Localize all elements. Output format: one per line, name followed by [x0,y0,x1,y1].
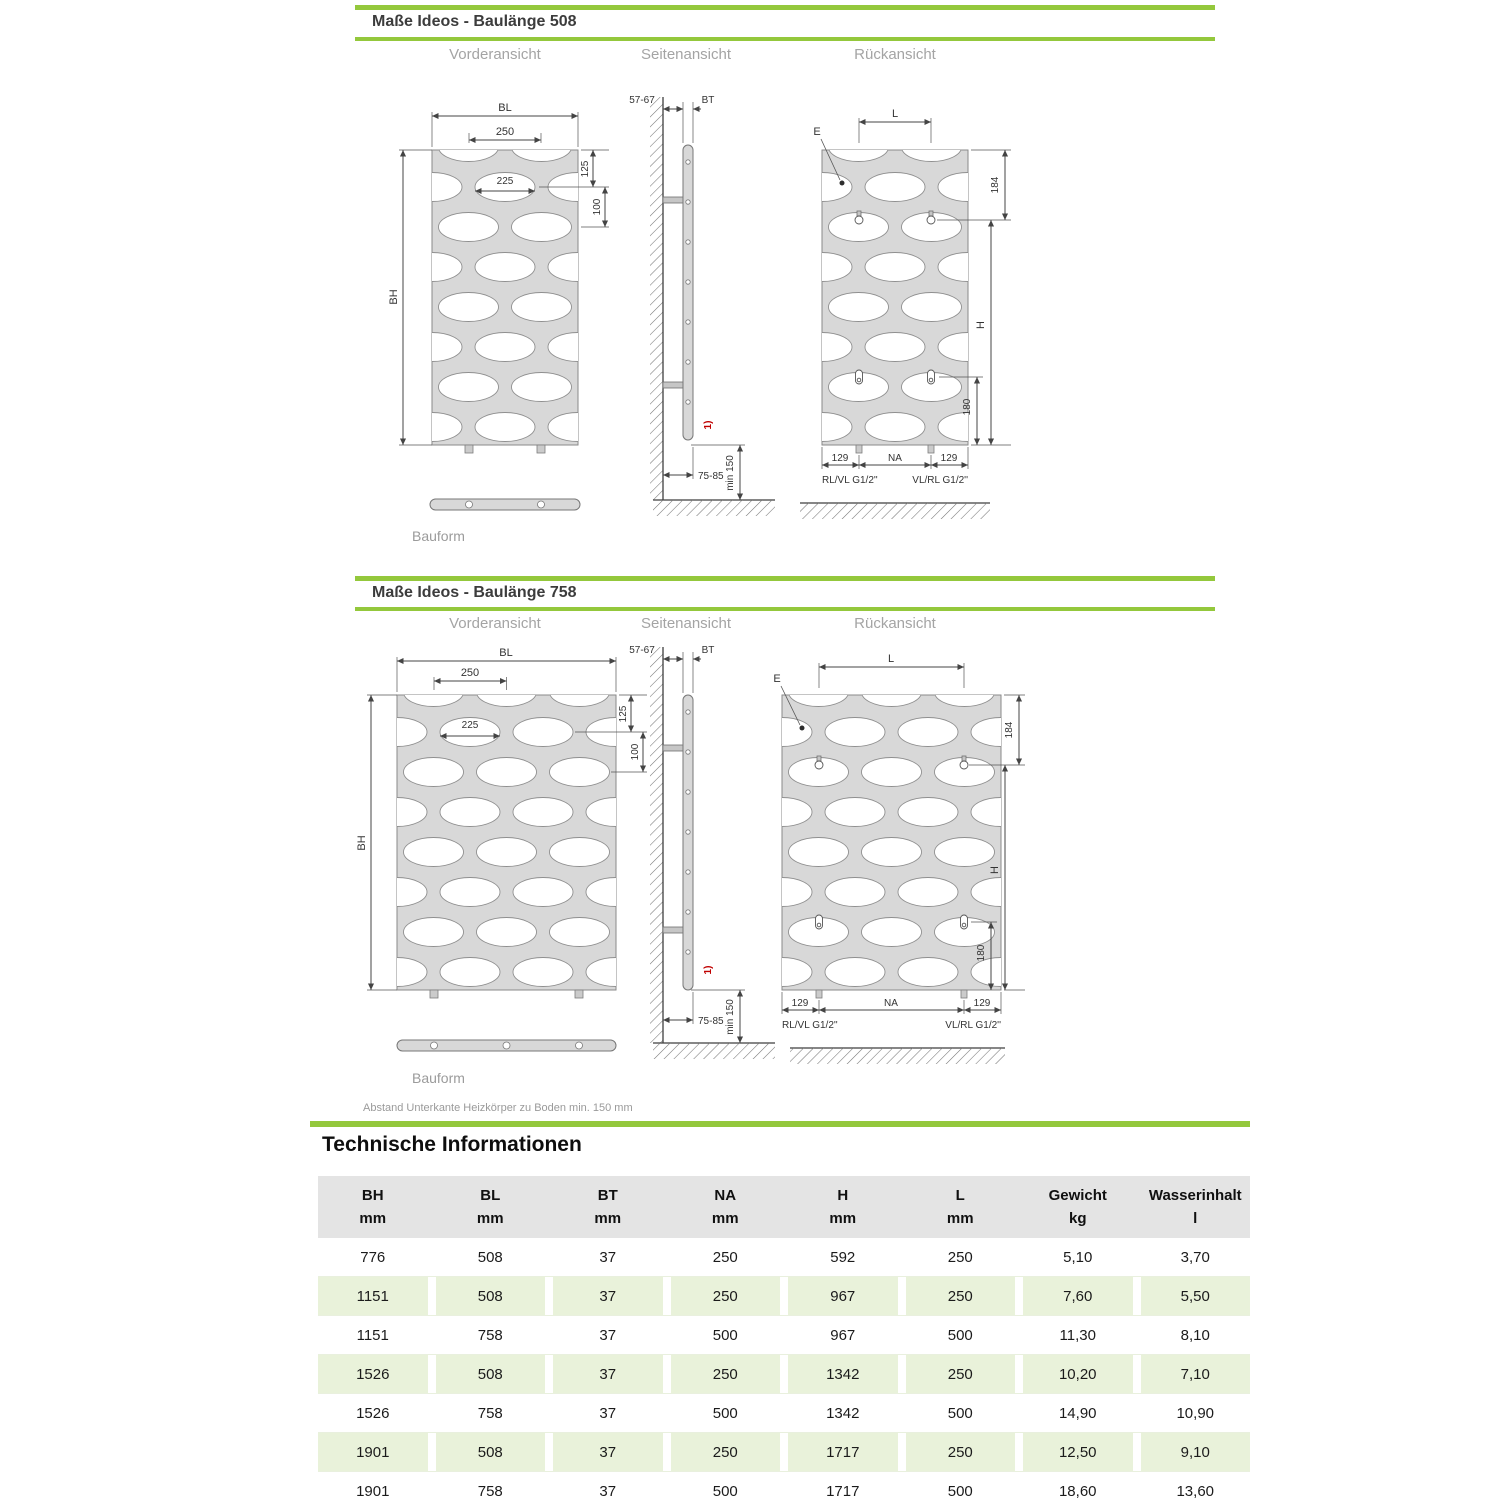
footnote-ref-1: 1) [703,965,714,975]
dim-129-left: 129 [831,453,849,464]
table-cell: 508 [436,1433,546,1471]
table-cell: 776 [360,1248,386,1266]
dim-l: L [891,108,899,120]
dim-100: 100 [630,743,641,761]
table-cell: 13,60 [1176,1482,1215,1500]
table-cell: 5,50 [1141,1277,1251,1315]
dim-180: 180 [976,944,987,962]
dim-bt: BT [701,645,715,656]
table-cell: 37 [553,1433,663,1471]
view-label-front: Vorderansicht [449,46,541,63]
table-row [318,1472,1250,1500]
table-cell: 5,10 [1063,1248,1093,1266]
dim-250: 250 [495,126,515,138]
col-header: L mm [946,1186,974,1227]
dim-na: NA [888,453,902,464]
table-cell: 1901 [356,1482,390,1500]
front-view-radiator [388,102,609,453]
floor-clearance-footnote: Abstand Unterkante Heizkörper zu Boden min. 150 mm [363,1102,633,1114]
table-cell: 508 [477,1248,503,1266]
dim-h: H [989,866,1001,874]
dim-125: 125 [618,705,629,723]
table-cell: 758 [477,1404,503,1422]
table-cell: 1342 [788,1355,898,1393]
table-cell: 508 [436,1277,546,1315]
table-cell: 592 [830,1248,856,1266]
table-cell: 1526 [318,1355,428,1393]
table-cell: 11,30 [1059,1326,1096,1344]
table-cell: 9,10 [1141,1433,1251,1471]
dim-bh: BH [388,289,400,305]
table-cell: 1342 [826,1404,860,1422]
view-label-side: Seitenansicht [640,46,732,63]
dim-bl: BL [498,102,512,114]
col-header: BL mm [476,1186,504,1227]
table-row [318,1316,1250,1355]
table-cell: 250 [906,1355,1016,1393]
table-cell: 3,70 [1180,1248,1210,1266]
table-cell: 1151 [318,1277,428,1315]
table-cell: 37 [599,1482,617,1500]
table-cell: 500 [947,1482,973,1500]
table-cell: 14,90 [1058,1404,1097,1422]
dim-floor-distance: 75-85 [698,471,724,482]
table-row [318,1355,1250,1394]
table-cell: 10,90 [1176,1404,1215,1422]
dim-na: NA [884,998,898,1009]
table-cell: 758 [477,1326,503,1344]
bauform-shape [397,1040,616,1086]
dim-184: 184 [1004,721,1015,739]
table-cell: 37 [599,1326,617,1344]
table-cell: 10,20 [1023,1355,1133,1393]
table-cell: 37 [599,1404,617,1422]
rear-view-radiator [800,108,1011,519]
accent-bar [355,607,1215,611]
dim-wall-distance: 57-67 [629,95,655,106]
table-cell: 250 [906,1433,1016,1471]
dim-bt: BT [701,95,715,106]
table-cell: 7,10 [1141,1355,1251,1393]
dim-225: 225 [496,176,514,187]
dims-758-diagram [355,635,1215,1115]
accent-bar [355,5,1215,10]
side-view [629,95,775,516]
table-row [318,1238,1250,1277]
table-cell: 1151 [356,1326,389,1344]
bauform-shape [412,499,580,544]
table-cell: 500 [947,1404,973,1422]
conn-label-left: RL/VL G1/2'' [822,475,878,486]
dim-125: 125 [580,160,591,178]
table-cell: 7,60 [1023,1277,1133,1315]
table-cell: 250 [671,1433,781,1471]
dim-225: 225 [461,720,479,731]
table-cell: 500 [712,1404,738,1422]
table-cell: 250 [947,1248,973,1266]
table-header-row [318,1176,1250,1238]
dim-h: H [975,321,987,329]
table-cell: 37 [599,1248,617,1266]
table-cell: 1526 [356,1404,390,1422]
dim-wall-distance: 57-67 [629,645,655,656]
dim-129-right: 129 [973,998,991,1009]
table-row [318,1433,1250,1472]
table-cell: 250 [671,1355,781,1393]
table-cell: 8,10 [1180,1326,1210,1344]
rear-view-radiator [773,653,1025,1064]
table-cell: 37 [553,1277,663,1315]
dim-e: E [813,126,821,138]
dim-e: E [773,673,781,685]
dims-508-diagram [355,85,1215,565]
table-cell: 967 [830,1326,856,1344]
dim-bh: BH [356,835,368,851]
bauform-label: Bauform [412,528,465,544]
table-cell: 1717 [826,1482,860,1500]
col-header: H mm [829,1186,857,1227]
front-view-radiator [356,647,647,998]
col-header: BH mm [359,1186,387,1227]
conn-label-left: RL/VL G1/2'' [782,1020,838,1031]
col-header: Gewicht kg [1048,1186,1107,1227]
table-cell: 12,50 [1023,1433,1133,1471]
dim-250: 250 [460,667,480,679]
table-cell: 250 [906,1277,1016,1315]
dim-129-left: 129 [791,998,809,1009]
accent-bar [355,37,1215,41]
tech-info-table [318,1176,1250,1500]
table-cell: 500 [947,1326,973,1344]
col-header: BT mm [594,1186,622,1227]
dim-bl: BL [499,647,513,659]
view-label-rear: Rückansicht [854,615,936,632]
view-label-side: Seitenansicht [640,615,732,632]
table-cell: 250 [712,1248,738,1266]
table-cell: 1901 [318,1433,428,1471]
dim-180: 180 [962,398,973,416]
view-label-rear: Rückansicht [854,46,936,63]
section-758-title: Maße Ideos - Baulänge 758 [372,584,577,601]
table-cell: 508 [436,1355,546,1393]
footnote-ref-1: 1) [703,420,714,430]
conn-label-right: VL/RL G1/2'' [945,1020,1001,1031]
table-cell: 37 [553,1355,663,1393]
table-row [318,1277,1250,1316]
dim-100: 100 [592,198,603,216]
table-cell: 1717 [788,1433,898,1471]
dim-floor-distance: 75-85 [698,1016,724,1027]
table-cell: 500 [712,1482,738,1500]
view-label-front: Vorderansicht [449,615,541,632]
table-row [318,1394,1250,1433]
conn-label-right: VL/RL G1/2'' [912,475,968,486]
table-title: Technische Informationen [322,1133,582,1156]
dim-129-right: 129 [940,453,958,464]
accent-bar [310,1121,1250,1127]
section-508-title: Maße Ideos - Baulänge 508 [372,13,577,30]
dim-l: L [887,653,895,665]
dim-184: 184 [990,176,1001,194]
table-cell: 250 [671,1277,781,1315]
col-header: Wasserinhalt l [1148,1186,1242,1227]
dim-min-150: min 150 [725,455,736,491]
table-cell: 758 [477,1482,503,1500]
bauform-label: Bauform [412,1070,465,1086]
accent-bar [355,576,1215,581]
side-view [629,645,775,1059]
dim-min-150: min 150 [725,999,736,1035]
table-cell: 967 [788,1277,898,1315]
table-cell: 18,60 [1058,1482,1097,1500]
col-header: NA mm [711,1186,739,1227]
table-cell: 500 [712,1326,738,1344]
